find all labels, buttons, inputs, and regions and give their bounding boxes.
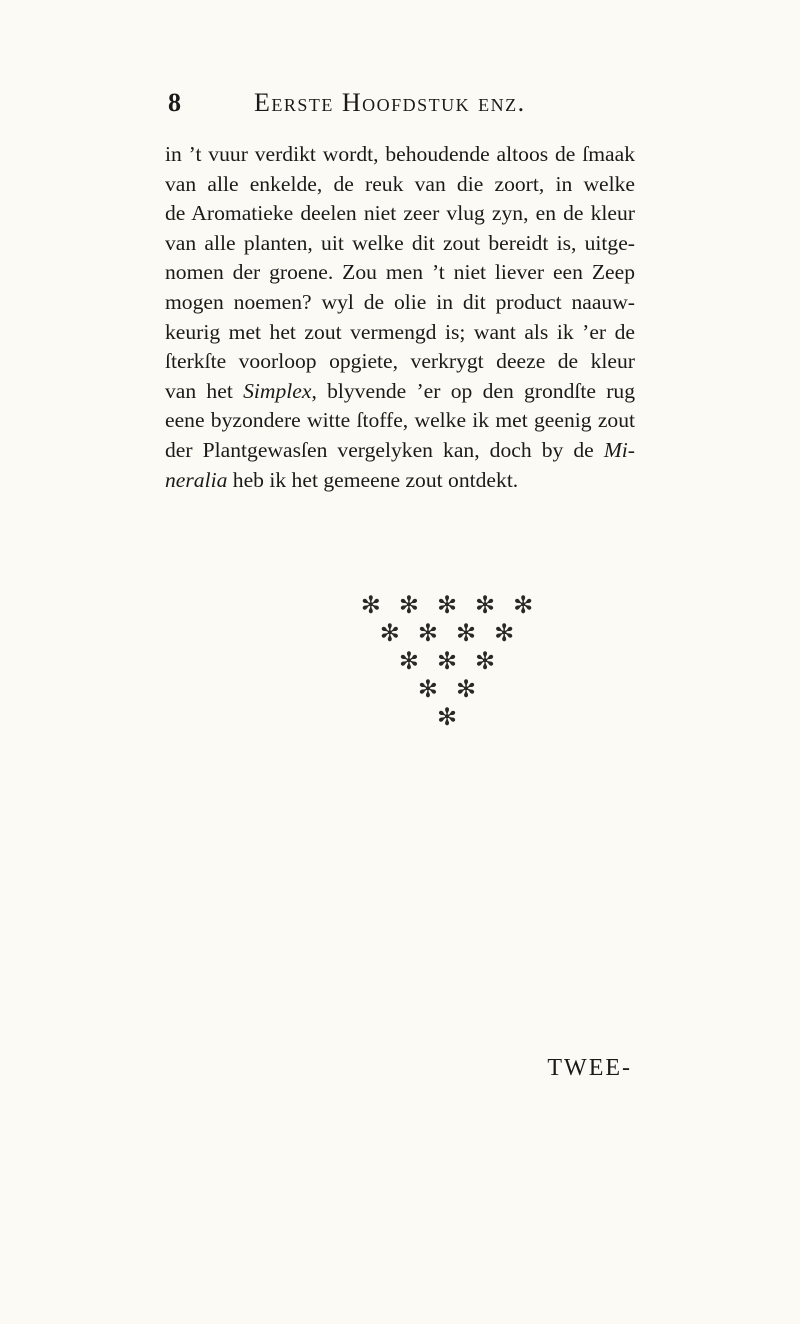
body-paragraph <box>165 140 635 495</box>
asterism-triangle-icon <box>330 592 570 732</box>
text-line: nomen der groene. Zou men ’t niet liever een Zeep <box>165 260 635 285</box>
text-line: van alle planten, uit welke dit zout bereidt is, uitge- <box>165 230 635 255</box>
running-title: Eerste Hoofdstuk enz. <box>254 88 526 117</box>
text-line: ſterkſte voorloop opgiete, verkrygt deeze de kleur <box>165 349 635 374</box>
running-head <box>168 88 628 122</box>
text-line: mogen noemen? wyl de olie in dit product naauw- <box>165 289 635 314</box>
ornament-row: ✻ ✻ ✻ ✻ <box>379 621 521 647</box>
text-line: van alle enkelde, de reuk van die zoort, in welke <box>165 171 635 196</box>
text-line: keurig met het zout vermengd is; want als ik ’er de <box>165 319 635 344</box>
page-number: 8 <box>168 88 181 117</box>
text-segment: der Plantgewasſen vergelyken kan, doch by de <box>165 437 604 462</box>
text-segment: heb ik het gemeene zout ontdekt. <box>227 467 519 492</box>
italic-term: Mi- <box>603 437 635 462</box>
text-line <box>165 466 635 496</box>
italic-term: neralia <box>165 467 228 492</box>
text-segment: van het <box>165 378 244 403</box>
ornament-row: ✻ ✻ ✻ ✻ ✻ <box>360 593 540 619</box>
catchword: TWEE- <box>547 1055 632 1081</box>
italic-term: Simplex <box>243 378 312 403</box>
ornament-row: ✻ ✻ <box>417 677 483 703</box>
text-segment: , blyvende ’er op den grondſte rug <box>311 378 635 403</box>
text-line: de Aromatieke deelen niet zeer vlug zyn, en de kleur <box>165 201 635 226</box>
text-line <box>165 436 635 466</box>
ornament-row: ✻ ✻ ✻ <box>398 649 502 675</box>
text-line: eene byzondere witte ſtoffe, welke ik met geenig zout <box>165 408 635 433</box>
ornament-row: ✻ <box>436 705 464 731</box>
text-line: in ’t vuur verdikt wordt, behoudende altoos de ſmaak <box>165 142 635 166</box>
text-line <box>165 377 635 407</box>
